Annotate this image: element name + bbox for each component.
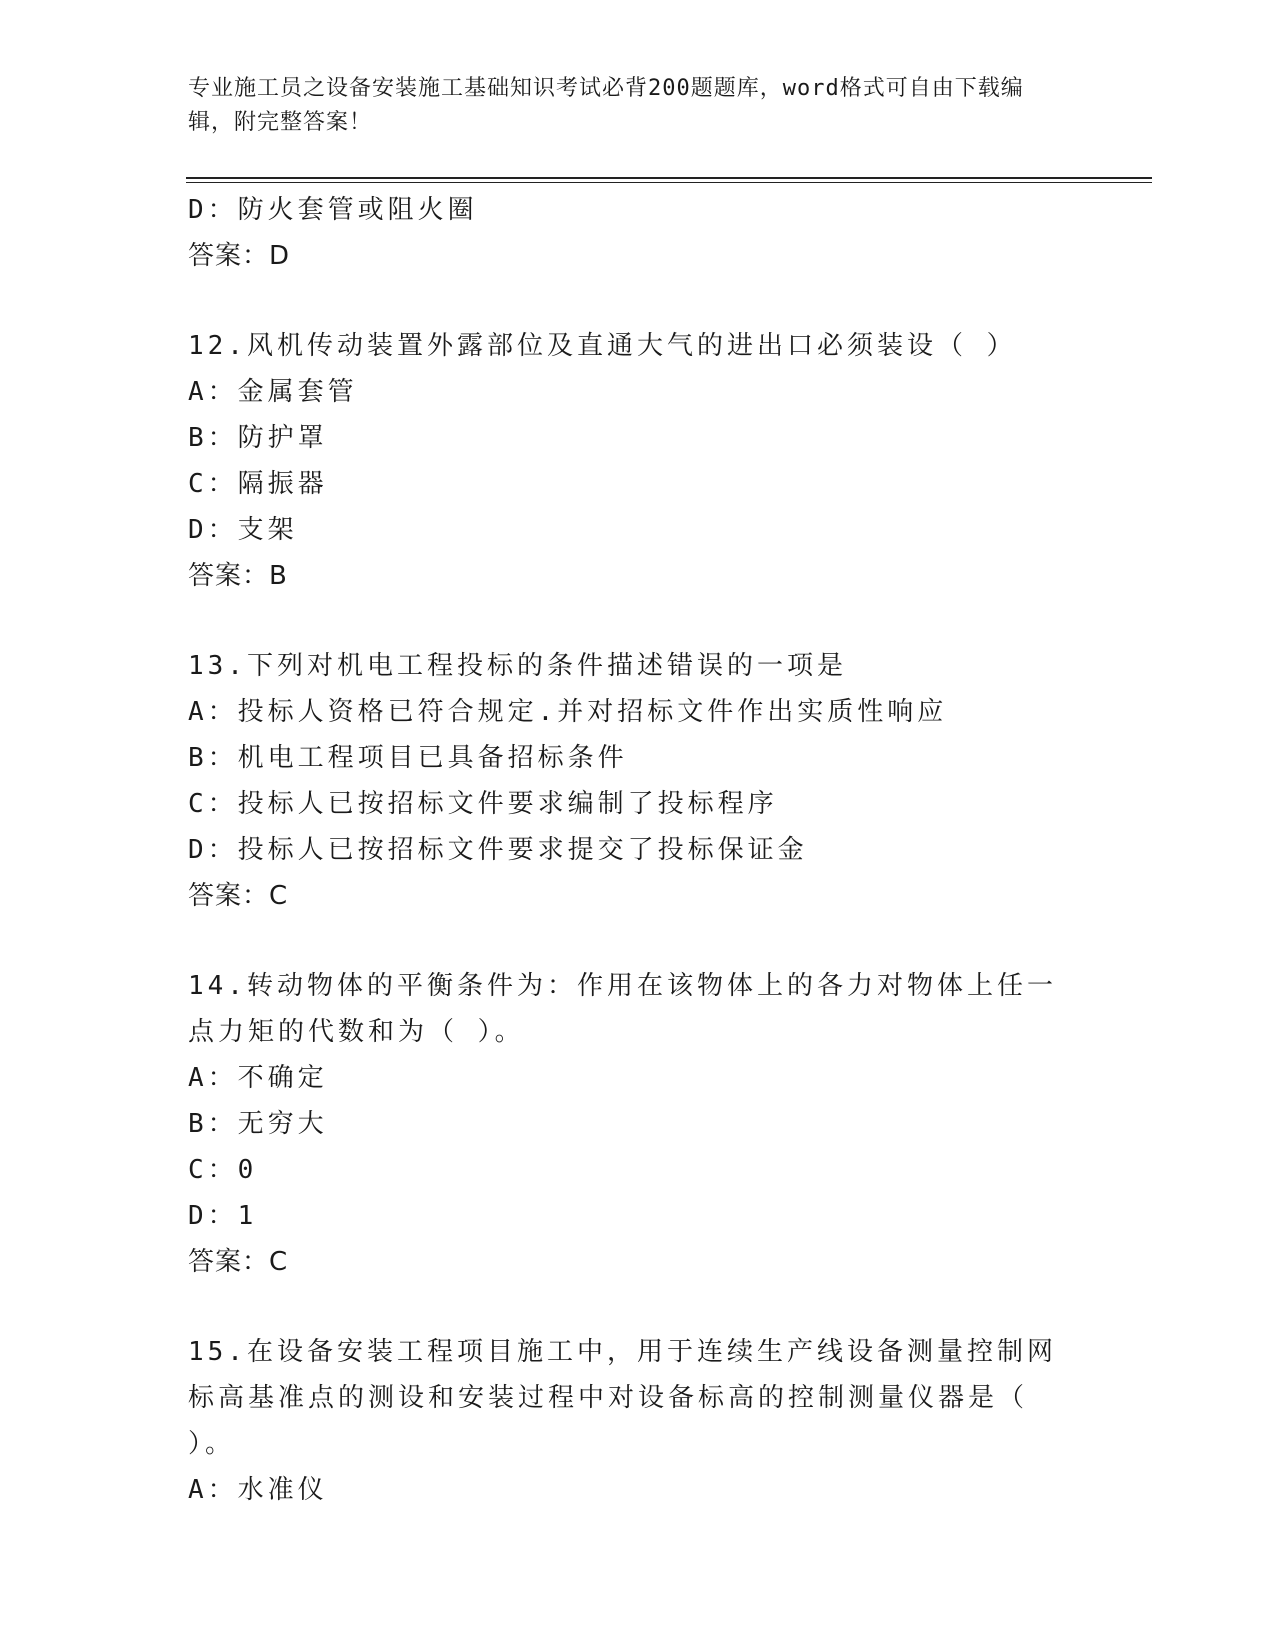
document-header-title: 专业施工员之设备安装施工基础知识考试必背200题题库，word格式可自由下载编辑，附完整答案！ [188,76,1024,135]
question-block-prev [188,187,1088,279]
option-b: B：机电工程项目已具备招标条件 [188,743,628,773]
spacer [188,599,1088,643]
option-d: D：防火套管或阻火圈 [188,195,478,225]
spacer [188,919,1088,963]
option-d: D：1 [188,1201,258,1231]
question-text: 14.转动物体的平衡条件为：作用在该物体上的各力对物体上任一点力矩的代数和为（ ）。 [188,971,1057,1047]
answer-line: 答案：D [188,241,291,271]
question-text: 15.在设备安装工程项目施工中，用于连续生产线设备测量控制网标高基准点的测设和安装过程中对设备标高的控制测量仪器是（ ）。 [188,1337,1057,1459]
option-b: B：防护罩 [188,423,328,453]
option-d: D：投标人已按招标文件要求提交了投标保证金 [188,835,808,865]
answer-line: 答案：C [188,1247,289,1277]
option-a: A：投标人资格已符合规定.并对招标文件作出实质性响应 [188,697,948,727]
question-list [188,187,1088,1513]
option-a: A：不确定 [188,1063,328,1093]
question-text: 13.下列对机电工程投标的条件描述错误的一项是 [188,651,847,681]
question-block-14 [188,963,1088,1285]
option-c: C：隔振器 [188,469,328,499]
spacer [188,279,1088,323]
option-a: A：水准仪 [188,1475,328,1505]
question-block-12 [188,323,1088,599]
option-c: C：0 [188,1155,258,1185]
option-d: D：支架 [188,515,298,545]
option-a: A：金属套管 [188,377,358,407]
option-c: C：投标人已按招标文件要求编制了投标程序 [188,789,778,819]
answer-line: 答案：C [188,881,289,911]
answer-line: 答案：B [188,561,288,591]
question-block-13 [188,643,1088,919]
question-text: 12.风机传动装置外露部位及直通大气的进出口必须装设（ ） [188,331,1017,361]
spacer [188,1285,1088,1329]
option-b: B：无穷大 [188,1109,328,1139]
question-block-15 [188,1329,1088,1513]
header-divider-thin [186,182,1152,183]
header-divider-thick [186,177,1152,179]
